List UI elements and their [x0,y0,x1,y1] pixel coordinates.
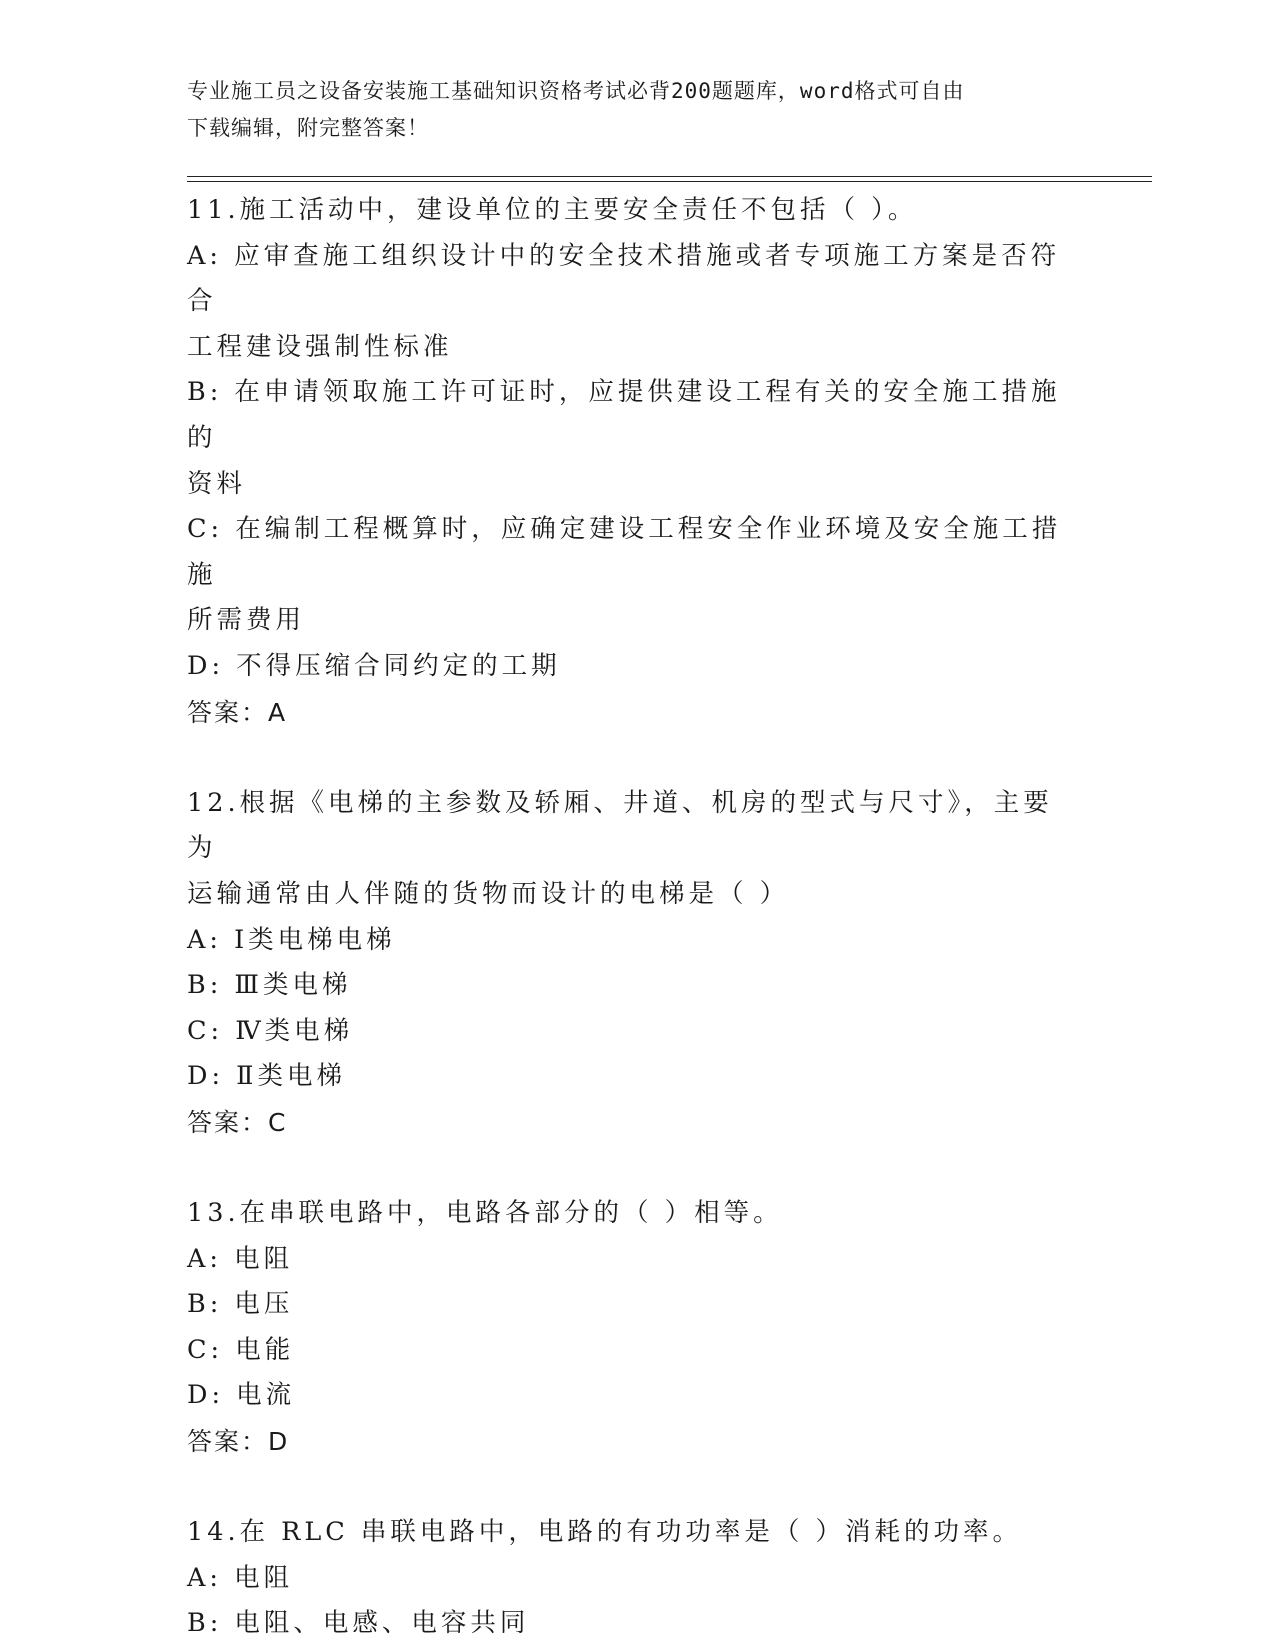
answer-option: D: 电流 [187,1380,296,1411]
answer-key: 答案：D [187,1427,290,1457]
question-stem: 14.在 RLC 串联电路中，电路的有功功率是（ ）消耗的功率。 [187,1517,1023,1548]
answer-option: A: 电阻 [187,1243,294,1274]
header-line-2: 下载编辑，附完整答案！ [187,116,429,140]
answer-option: C: 电能 [187,1334,295,1365]
answer-option: B: 电阻、电感、电容共同 [187,1608,530,1639]
question-stem: 12.根据《电梯的主参数及轿厢、井道、机房的型式与尺寸》，主要为 [187,787,1053,864]
answer-option: 工程建设强制性标准 [187,331,453,362]
answer-option: B: 电压 [187,1289,294,1320]
question-block [187,1191,1077,1465]
answer-option: 资料 [187,468,247,499]
answer-option: C: 在编制工程概算时，应确定建设工程安全作业环境及安全施工措施 [187,514,1062,590]
answer-option: B: Ⅲ类电梯 [187,970,352,1001]
question-stem: 11.施工活动中，建设单位的主要安全责任不包括（ ）。 [187,195,918,225]
answer-option: D: Ⅱ类电梯 [187,1061,346,1092]
header-divider-top [187,176,1152,177]
answer-option: 所需费用 [187,605,306,636]
document-header [187,73,1067,147]
answer-option: A: 电阻 [187,1562,294,1593]
question-stem: 13.在串联电路中，电路各部分的（ ）相等。 [187,1198,783,1229]
answer-option: C: Ⅳ类电梯 [187,1015,354,1046]
answer-key: 答案：A [187,697,288,727]
answer-option: A: 应审查施工组织设计中的安全技术措施或者专项施工方案是否符合 [187,240,1061,317]
answer-key: 答案：C [187,1107,288,1137]
header-divider-bottom [187,181,1152,182]
question-block [187,1510,1077,1647]
answer-option: A: Ⅰ类电梯电梯 [187,924,396,955]
question-block [187,781,1077,1146]
answer-option: D: 不得压缩合同约定的工期 [187,650,561,681]
question-list [187,188,1077,1647]
answer-option: B: 在申请领取施工许可证时，应提供建设工程有关的安全施工措施的 [187,377,1061,453]
question-stem: 运输通常由人伴随的货物而设计的电梯是（ ） [187,878,790,909]
question-block [187,188,1077,735]
header-line-1: 专业施工员之设备安装施工基础知识资格考试必背200题题库，word格式可自由 [187,79,965,103]
